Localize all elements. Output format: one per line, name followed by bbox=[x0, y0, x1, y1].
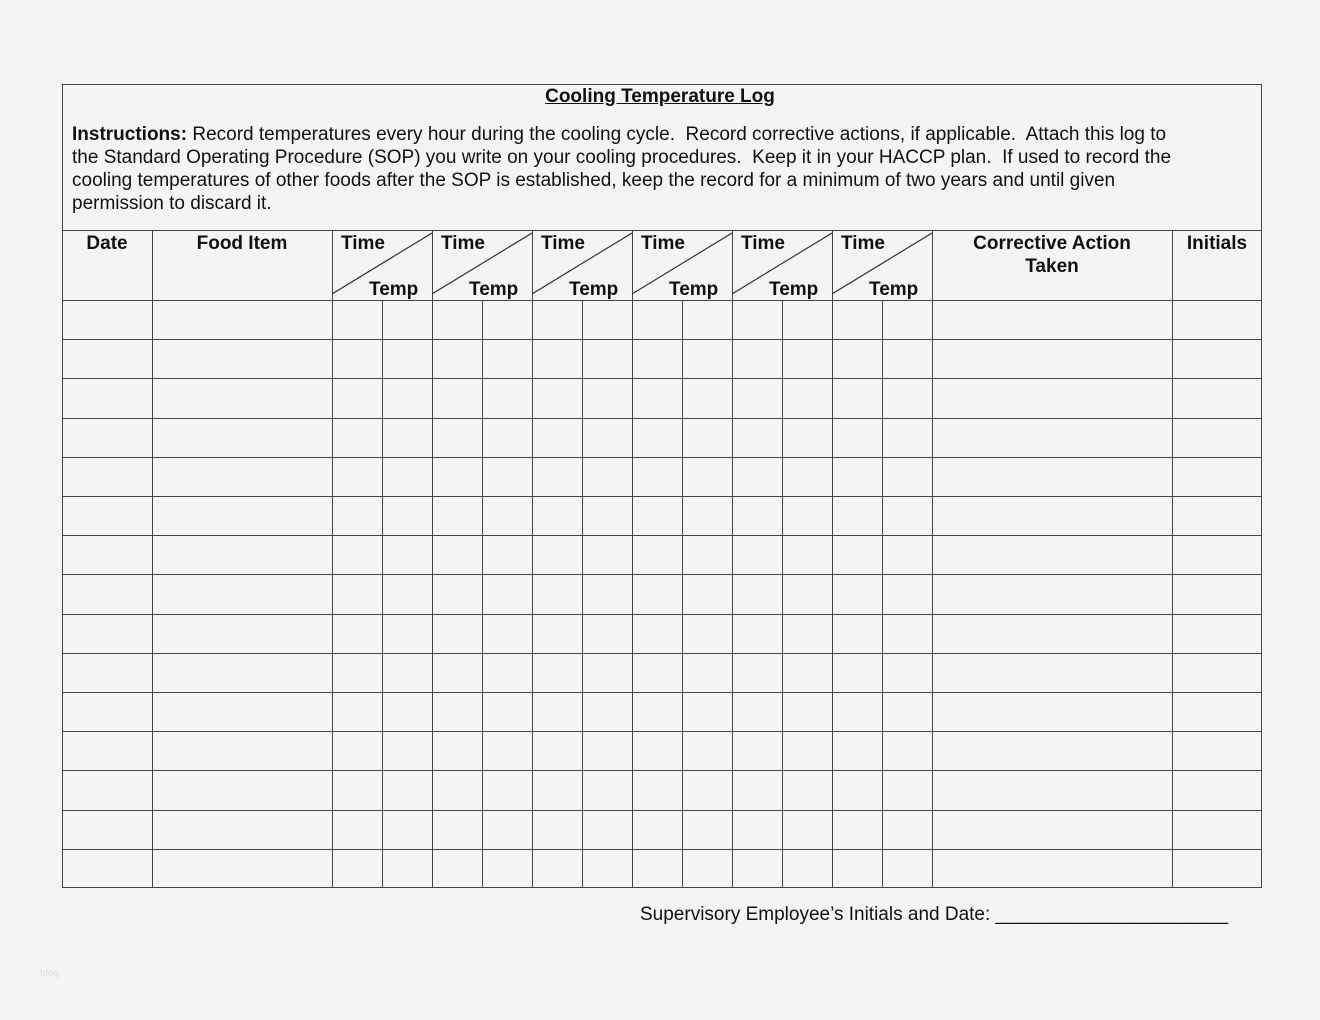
instructions-label: Instructions: bbox=[72, 124, 188, 145]
watermark: blog bbox=[40, 968, 59, 979]
header-time: Time bbox=[341, 233, 386, 254]
instructions-line: permission to discard it. bbox=[72, 193, 272, 214]
instructions bbox=[72, 123, 1171, 215]
instructions-line: the Standard Operating Procedure (SOP) you write on your cooling procedures. Keep it in your HACCP plan. If used to record the bbox=[72, 147, 1172, 168]
instructions-line: cooling temperatures of other foods after the SOP is established, keep the record for a minimum of two years and until given bbox=[72, 170, 1116, 191]
header-time: Time bbox=[441, 233, 486, 254]
header-time: Time bbox=[741, 233, 786, 254]
header-temp: Temp bbox=[369, 279, 419, 300]
header-time: Time bbox=[541, 233, 586, 254]
header-temp: Temp bbox=[769, 279, 819, 300]
table-row[interactable] bbox=[62, 378, 1262, 417]
diagonal-divider bbox=[632, 230, 732, 300]
diagonal-divider bbox=[832, 230, 932, 300]
header-date: Date bbox=[86, 233, 128, 254]
diagonal-divider bbox=[732, 230, 832, 300]
header-temp: Temp bbox=[569, 279, 619, 300]
table-row[interactable] bbox=[62, 614, 1262, 653]
diagonal-divider bbox=[432, 230, 532, 300]
header-temp: Temp bbox=[869, 279, 919, 300]
table-row[interactable] bbox=[62, 692, 1262, 731]
header-time: Time bbox=[641, 233, 686, 254]
table-row[interactable] bbox=[62, 731, 1262, 770]
diagonal-divider bbox=[532, 230, 632, 300]
header-time: Time bbox=[841, 233, 886, 254]
table-row[interactable] bbox=[62, 339, 1262, 378]
table-row[interactable] bbox=[62, 300, 1262, 339]
header-initials: Initials bbox=[1186, 233, 1248, 254]
header-temp: Temp bbox=[669, 279, 719, 300]
table-row[interactable] bbox=[62, 770, 1262, 809]
header-food-item: Food Item bbox=[196, 233, 288, 254]
instructions-line: Record temperatures every hour during the cooling cycle. Record corrective actions, if applicable. Attach this log to bbox=[187, 124, 1167, 145]
table-row[interactable] bbox=[62, 418, 1262, 457]
table-row[interactable] bbox=[62, 574, 1262, 613]
table-row[interactable] bbox=[62, 810, 1262, 849]
header-temp: Temp bbox=[469, 279, 519, 300]
diagonal-divider bbox=[332, 230, 432, 300]
table-row[interactable] bbox=[62, 849, 1262, 888]
header-corrective-action: Corrective Action Taken bbox=[973, 233, 1131, 277]
table-row[interactable] bbox=[62, 496, 1262, 535]
table-row[interactable] bbox=[62, 535, 1262, 574]
supervisor-signoff: Supervisory Employee’s Initials and Date: ______________________ bbox=[640, 904, 1229, 925]
table-row[interactable] bbox=[62, 457, 1262, 496]
page-title: Cooling Temperature Log bbox=[545, 86, 775, 107]
table-row[interactable] bbox=[62, 653, 1262, 692]
